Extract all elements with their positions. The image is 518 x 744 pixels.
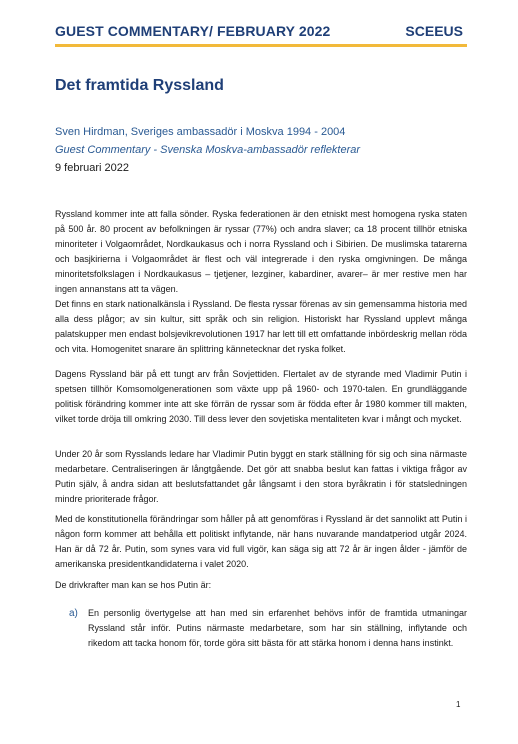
header-series-label: GUEST COMMENTARY/ FEBRUARY 2022	[55, 23, 331, 39]
body-paragraph-1: Ryssland kommer inte att falla sönder. Ryska federationen är den etniskt mest homogena ryska staten på 500 år. 80 procent av befolkningen är ryssar (77%) och andra slaver; ca 18 procent tillhör etniska minoriteter i Volgaområdet, Nordkaukasus och i norra Ryssland och i Sibirien. De muslimska tatarerna och basjkirierna i Volgaområdet är flest och väl integrerade i den ryska omgivningen. De många minoritetsfolkslagen i Nordkaukasus – tjetjener, lezginer, kabardiner, avarer– är mer restive men har ingen annanstans att ta vägen.	[55, 209, 467, 294]
page-number: 1	[456, 700, 461, 709]
body-paragraph-2: Det finns en stark nationalkänsla i Ryssland. De flesta ryssar förenas av sin gemensamma historia med alla dess plågor; av sin kultur, sitt språk och sin religion. Historiskt har Ryssland upplevt många palatskupper men endast bolsjevikrevolutionen 1917 har lett till ett omfattande inbördeskrig mellan röda och vita. Homogenitet snarare än splittring kännetecknar det ryska folket.	[55, 299, 467, 354]
author-line: Sven Hirdman, Sveriges ambassadör i Moskva 1994 - 2004	[55, 126, 346, 138]
subtitle-line: Guest Commentary - Svenska Moskva-ambassadör reflekterar	[55, 144, 361, 156]
body-paragraph-5: Med de konstitutionella förändringar som håller på att genomföras i Ryssland är det sannolikt att Putin i någon form kommer att behålla ett politiskt inflytande, när hans nuvarande mandatperiod utgår 2024. Han är då 72 år. Putin, som synes vara vid full vigör, kan säga sig att 72 år är ingen ålder - jämför de amerikanska presidentkandidaterna i valet 2020.	[55, 514, 467, 569]
page-header	[55, 22, 467, 47]
body-paragraph-4: Under 20 år som Rysslands ledare har Vladimir Putin byggt en stark ställning för sig och sina närmaste medarbetare. Centraliseringen är långtgående. Det gör att snabba beslut kan fattas i viktiga frågor av Putin själv, å andra sidan att beslutsfattandet går långsamt i den stora byråkratin i för statsledningen mindre prioriterade frågor.	[55, 449, 467, 504]
header-brand: SCEEUS	[405, 23, 463, 39]
body-paragraph-6: De drivkrafter man kan se hos Putin är:	[55, 580, 212, 590]
list-item-text: En personlig övertygelse att han med sin erfarenhet behövs inför de framtida utmaningar Ryssland står inför. Putins närmaste medarbetare, som har sin ställning, inflytande och rikedom att tacka honom för, torde göra sitt bästa för att stärka honom i denna hans instinkt.	[88, 608, 467, 648]
date-line: 9 februari 2022	[55, 162, 129, 174]
page-title: Det framtida Ryssland	[55, 77, 224, 94]
body-paragraph-3: Dagens Ryssland bär på ett tungt arv från Sovjettiden. Flertalet av de styrande med Vladimir Putin i spetsen tillhör Komsomolgenerationen som växte upp på 1960- och 1970-talen. En grundläggande politisk förändring kommer inte att ske förrän de ryssar som är födda efter år 1980 kommer till makten, vilket torde dröja till omkring 2030. Till dess lever den sovjetiska mentaliteten kvar i mångt och mycket.	[55, 369, 467, 424]
list-marker: a)	[69, 608, 78, 619]
